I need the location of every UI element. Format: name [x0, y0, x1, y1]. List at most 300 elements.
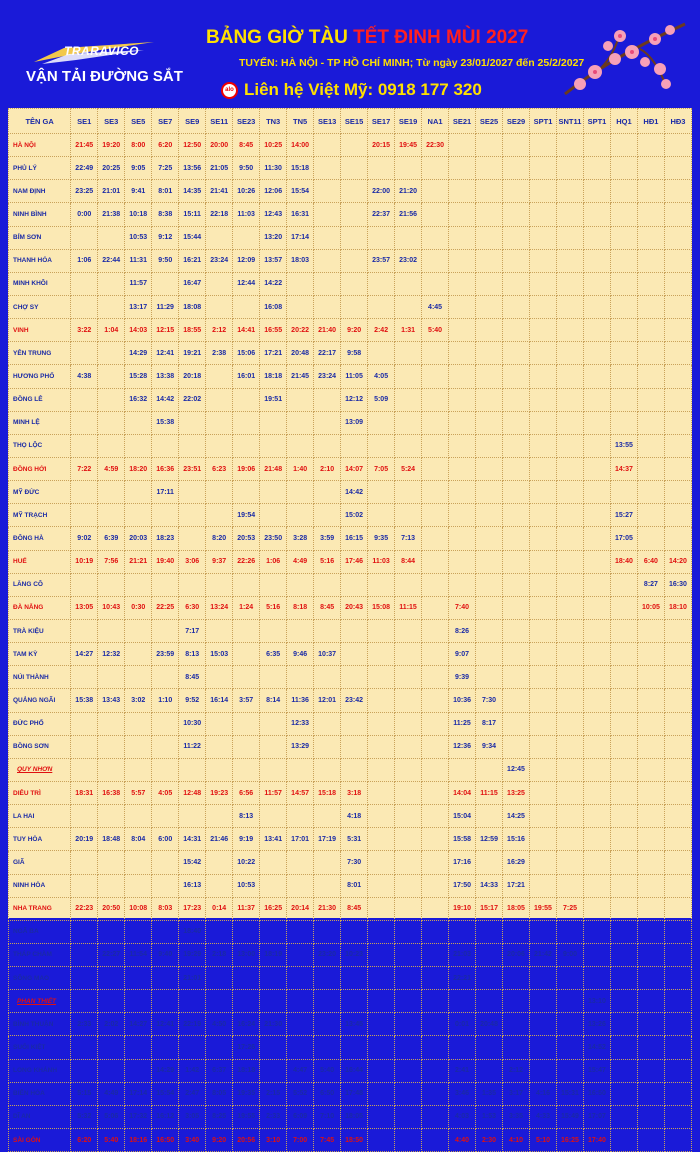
- time-cell: 17:32: [125, 1105, 152, 1128]
- time-cell: [98, 851, 125, 874]
- time-cell: 8:04: [125, 828, 152, 851]
- time-cell: 18:10: [664, 596, 691, 619]
- time-cell: 0:30: [125, 596, 152, 619]
- time-cell: [476, 365, 503, 388]
- station-name: NINH BÌNH: [9, 203, 71, 226]
- time-cell: 16:44: [341, 1059, 368, 1082]
- time-cell: 9:50: [233, 157, 260, 180]
- time-cell: 17:07: [583, 1105, 610, 1128]
- brand-name: TRARAVICO: [64, 44, 139, 58]
- time-cell: [610, 226, 637, 249]
- time-cell: 6:20: [152, 134, 179, 157]
- time-cell: [503, 504, 530, 527]
- time-cell: 2:47: [179, 1082, 206, 1105]
- time-cell: [395, 1059, 422, 1082]
- time-cell: 7:17: [179, 619, 206, 642]
- time-cell: [583, 712, 610, 735]
- time-cell: [583, 758, 610, 781]
- time-cell: [476, 1036, 503, 1059]
- time-cell: [233, 226, 260, 249]
- time-cell: [422, 897, 449, 920]
- time-cell: 5:32: [71, 1105, 98, 1128]
- time-cell: [287, 411, 314, 434]
- time-cell: 14:57: [287, 781, 314, 804]
- time-cell: [556, 828, 583, 851]
- time-cell: 9:52: [179, 689, 206, 712]
- table-row: [9, 643, 692, 666]
- time-cell: [422, 735, 449, 758]
- time-cell: 23:42: [341, 689, 368, 712]
- time-cell: [637, 1129, 664, 1152]
- time-cell: 10:05: [637, 596, 664, 619]
- table-row: [9, 1105, 692, 1128]
- time-cell: [314, 967, 341, 990]
- time-cell: 11:57: [260, 781, 287, 804]
- time-cell: [556, 851, 583, 874]
- time-cell: [422, 342, 449, 365]
- time-cell: 17:19: [314, 828, 341, 851]
- time-cell: [556, 990, 583, 1013]
- time-cell: [341, 249, 368, 272]
- time-cell: [422, 573, 449, 596]
- time-cell: 9:37: [206, 550, 233, 573]
- table-row: [9, 920, 692, 943]
- time-cell: 10:26: [233, 180, 260, 203]
- time-cell: [368, 943, 395, 966]
- time-cell: [610, 295, 637, 318]
- time-cell: [583, 527, 610, 550]
- time-cell: [583, 828, 610, 851]
- time-cell: 7:40: [449, 596, 476, 619]
- time-cell: [233, 573, 260, 596]
- time-cell: 23:24: [206, 249, 233, 272]
- time-cell: 5:40: [314, 1059, 341, 1082]
- time-cell: [152, 504, 179, 527]
- time-cell: [530, 990, 557, 1013]
- time-cell: [152, 805, 179, 828]
- time-cell: 19:29: [179, 943, 206, 966]
- time-cell: [637, 411, 664, 434]
- time-cell: [664, 781, 691, 804]
- time-cell: [476, 990, 503, 1013]
- time-cell: [637, 434, 664, 457]
- time-cell: 21:48: [260, 457, 287, 480]
- time-cell: [179, 990, 206, 1013]
- time-cell: [422, 203, 449, 226]
- time-cell: 9:34: [476, 735, 503, 758]
- time-cell: 12:48: [179, 781, 206, 804]
- time-cell: [260, 920, 287, 943]
- time-cell: 7:13: [395, 527, 422, 550]
- time-cell: 18:03: [287, 249, 314, 272]
- time-cell: [368, 1036, 395, 1059]
- time-cell: [368, 643, 395, 666]
- time-cell: [98, 342, 125, 365]
- time-cell: 23:50: [260, 527, 287, 550]
- time-cell: [664, 828, 691, 851]
- time-cell: [583, 619, 610, 642]
- time-cell: [556, 874, 583, 897]
- time-cell: [664, 527, 691, 550]
- time-cell: [476, 758, 503, 781]
- time-cell: [260, 712, 287, 735]
- time-cell: [341, 619, 368, 642]
- time-cell: 2:10: [314, 457, 341, 480]
- time-cell: [530, 319, 557, 342]
- time-cell: [530, 851, 557, 874]
- time-cell: [125, 504, 152, 527]
- time-cell: [610, 619, 637, 642]
- time-cell: [422, 1059, 449, 1082]
- time-cell: [449, 1036, 476, 1059]
- time-cell: 15:18: [314, 781, 341, 804]
- time-cell: [503, 203, 530, 226]
- time-cell: 3:46: [449, 1082, 476, 1105]
- time-cell: 16:13: [179, 874, 206, 897]
- time-cell: 4:38: [71, 365, 98, 388]
- time-cell: [71, 666, 98, 689]
- station-name: SÀI GÒN: [9, 1129, 71, 1152]
- time-cell: 12:32: [98, 643, 125, 666]
- time-cell: [314, 805, 341, 828]
- time-cell: [395, 434, 422, 457]
- time-cell: [260, 504, 287, 527]
- time-cell: 12:15: [152, 319, 179, 342]
- time-cell: [583, 920, 610, 943]
- time-cell: [368, 295, 395, 318]
- time-cell: 18:50: [341, 1129, 368, 1152]
- time-cell: [152, 666, 179, 689]
- time-cell: 3:59: [314, 527, 341, 550]
- time-cell: [368, 805, 395, 828]
- column-header-train: SE1: [71, 109, 98, 134]
- time-cell: [530, 203, 557, 226]
- time-cell: 23:25: [71, 180, 98, 203]
- time-cell: [260, 874, 287, 897]
- column-header-train: SE19: [395, 109, 422, 134]
- column-header-train: SE9: [179, 109, 206, 134]
- time-cell: [125, 920, 152, 943]
- time-cell: [583, 365, 610, 388]
- station-name: THÁP CHÀM: [9, 943, 71, 966]
- time-cell: [422, 527, 449, 550]
- time-cell: [556, 1059, 583, 1082]
- time-cell: [530, 1013, 557, 1036]
- time-cell: [395, 666, 422, 689]
- time-cell: [314, 619, 341, 642]
- table-row: [9, 411, 692, 434]
- time-cell: [422, 943, 449, 966]
- time-cell: 3:06: [179, 550, 206, 573]
- time-cell: [503, 457, 530, 480]
- time-cell: 1:35: [476, 1082, 503, 1105]
- time-cell: 14:27: [71, 643, 98, 666]
- time-cell: [583, 481, 610, 504]
- time-cell: [476, 527, 503, 550]
- table-row: [9, 897, 692, 920]
- time-cell: 14:41: [233, 319, 260, 342]
- time-cell: 20:03: [125, 527, 152, 550]
- time-cell: 13:29: [287, 735, 314, 758]
- time-cell: 0:14: [206, 897, 233, 920]
- time-cell: [664, 342, 691, 365]
- time-cell: 5:06: [98, 1105, 125, 1128]
- time-cell: [233, 990, 260, 1013]
- time-cell: [637, 619, 664, 642]
- column-header-train: HQ1: [610, 109, 637, 134]
- time-cell: 1:31: [395, 319, 422, 342]
- time-cell: [583, 134, 610, 157]
- time-cell: 20:25: [98, 157, 125, 180]
- time-cell: [314, 1013, 341, 1036]
- time-cell: 1:24: [233, 596, 260, 619]
- time-cell: [664, 1059, 691, 1082]
- time-cell: [395, 1105, 422, 1128]
- time-cell: [637, 874, 664, 897]
- time-cell: [476, 180, 503, 203]
- time-cell: 18:19: [260, 943, 287, 966]
- time-cell: [395, 1036, 422, 1059]
- time-cell: 10:53: [125, 226, 152, 249]
- time-cell: [664, 504, 691, 527]
- time-cell: 21:46: [206, 828, 233, 851]
- time-cell: 15:08: [368, 596, 395, 619]
- time-cell: 4:03: [449, 1105, 476, 1128]
- time-cell: [368, 897, 395, 920]
- time-cell: [314, 874, 341, 897]
- time-cell: 3:02: [125, 689, 152, 712]
- time-cell: [206, 481, 233, 504]
- table-row: [9, 365, 692, 388]
- time-cell: [314, 134, 341, 157]
- column-header-train: SE11: [206, 109, 233, 134]
- time-cell: [287, 1013, 314, 1036]
- time-cell: 7:30: [476, 689, 503, 712]
- time-cell: [583, 851, 610, 874]
- time-cell: [422, 874, 449, 897]
- time-cell: [530, 157, 557, 180]
- time-cell: [610, 666, 637, 689]
- time-cell: [206, 272, 233, 295]
- time-cell: [368, 712, 395, 735]
- time-cell: 23:20: [314, 943, 341, 966]
- time-cell: [637, 481, 664, 504]
- time-cell: [422, 781, 449, 804]
- time-cell: [556, 619, 583, 642]
- column-header-train: TN3: [260, 109, 287, 134]
- time-cell: [152, 735, 179, 758]
- time-cell: [583, 203, 610, 226]
- time-cell: [476, 272, 503, 295]
- time-cell: [476, 319, 503, 342]
- time-cell: [71, 712, 98, 735]
- time-cell: 2:33: [71, 1013, 98, 1036]
- time-cell: [314, 735, 341, 758]
- time-cell: 7:05: [368, 457, 395, 480]
- time-cell: [206, 851, 233, 874]
- time-cell: [368, 1013, 395, 1036]
- time-cell: [503, 365, 530, 388]
- time-cell: [395, 1129, 422, 1152]
- time-cell: 15:47: [583, 1059, 610, 1082]
- time-cell: [610, 134, 637, 157]
- time-cell: [664, 666, 691, 689]
- time-cell: [287, 481, 314, 504]
- time-cell: 5:24: [395, 457, 422, 480]
- time-cell: 21:20: [395, 180, 422, 203]
- time-cell: 21:03: [449, 943, 476, 966]
- time-cell: [314, 249, 341, 272]
- time-cell: [314, 180, 341, 203]
- time-cell: [637, 180, 664, 203]
- time-cell: [503, 920, 530, 943]
- time-cell: 18:18: [260, 365, 287, 388]
- time-cell: [449, 573, 476, 596]
- time-cell: [583, 874, 610, 897]
- time-cell: 4:33: [530, 1105, 557, 1128]
- time-cell: [395, 619, 422, 642]
- time-cell: [260, 805, 287, 828]
- time-cell: [610, 897, 637, 920]
- time-cell: [610, 805, 637, 828]
- time-cell: 2:02: [98, 1013, 125, 1036]
- time-cell: [556, 1013, 583, 1036]
- time-cell: [98, 272, 125, 295]
- time-cell: 4:05: [368, 365, 395, 388]
- table-row: [9, 1082, 692, 1105]
- time-cell: 11:03: [368, 550, 395, 573]
- time-cell: [368, 666, 395, 689]
- table-row: [9, 550, 692, 573]
- time-cell: 21:45: [71, 134, 98, 157]
- time-cell: [610, 943, 637, 966]
- column-header-train: SE15: [341, 109, 368, 134]
- time-cell: [583, 226, 610, 249]
- time-cell: 9:46: [287, 643, 314, 666]
- time-cell: 3:28: [287, 527, 314, 550]
- time-cell: 21:21: [125, 550, 152, 573]
- time-cell: [503, 157, 530, 180]
- time-cell: 20:48: [476, 1013, 503, 1036]
- time-cell: [449, 203, 476, 226]
- time-cell: 13:56: [179, 157, 206, 180]
- time-cell: [287, 573, 314, 596]
- time-cell: 6:39: [98, 527, 125, 550]
- time-cell: [422, 1129, 449, 1152]
- time-cell: [395, 388, 422, 411]
- time-cell: 10:18: [125, 203, 152, 226]
- time-cell: [341, 180, 368, 203]
- time-cell: [422, 596, 449, 619]
- time-cell: [206, 504, 233, 527]
- time-cell: [556, 805, 583, 828]
- time-cell: [368, 851, 395, 874]
- time-cell: [556, 319, 583, 342]
- time-cell: [395, 157, 422, 180]
- time-cell: [503, 319, 530, 342]
- time-cell: [449, 411, 476, 434]
- time-cell: 23:59: [152, 643, 179, 666]
- time-cell: [368, 990, 395, 1013]
- time-cell: [664, 1105, 691, 1128]
- time-cell: [637, 295, 664, 318]
- time-cell: [610, 388, 637, 411]
- time-cell: [476, 342, 503, 365]
- contact-line: [221, 80, 482, 100]
- time-cell: [503, 388, 530, 411]
- time-cell: [530, 226, 557, 249]
- time-cell: 14:27: [125, 1013, 152, 1036]
- time-cell: [503, 596, 530, 619]
- time-cell: [71, 619, 98, 642]
- time-cell: [610, 781, 637, 804]
- time-cell: [395, 643, 422, 666]
- time-cell: 16:14: [206, 689, 233, 712]
- time-cell: [449, 758, 476, 781]
- time-cell: 3:10: [260, 1129, 287, 1152]
- time-cell: [287, 504, 314, 527]
- time-cell: [368, 758, 395, 781]
- time-cell: [206, 434, 233, 457]
- time-cell: 13:05: [71, 596, 98, 619]
- time-cell: 17:14: [287, 226, 314, 249]
- time-cell: [476, 596, 503, 619]
- time-cell: [395, 828, 422, 851]
- time-cell: [233, 920, 260, 943]
- time-cell: [530, 527, 557, 550]
- time-cell: [610, 319, 637, 342]
- time-cell: 22:17: [314, 342, 341, 365]
- time-cell: [395, 365, 422, 388]
- time-cell: 14:22: [260, 272, 287, 295]
- time-cell: 16:31: [287, 203, 314, 226]
- time-cell: [395, 504, 422, 527]
- time-cell: 17:46: [341, 550, 368, 573]
- time-cell: [395, 342, 422, 365]
- station-name: TAM KỲ: [9, 643, 71, 666]
- time-cell: 22:26: [233, 550, 260, 573]
- time-cell: [449, 481, 476, 504]
- time-cell: 11:03: [233, 203, 260, 226]
- time-cell: 4:47: [287, 1059, 314, 1082]
- time-cell: [422, 249, 449, 272]
- time-cell: 3:40: [179, 1129, 206, 1152]
- time-cell: 8:27: [637, 573, 664, 596]
- time-cell: 14:20: [664, 550, 691, 573]
- station-name: NAM ĐỊNH: [9, 180, 71, 203]
- time-cell: 4:50: [206, 1013, 233, 1036]
- time-cell: 16:47: [179, 272, 206, 295]
- time-cell: [556, 527, 583, 550]
- time-cell: [503, 180, 530, 203]
- table-row: [9, 249, 692, 272]
- time-cell: [583, 457, 610, 480]
- time-cell: [449, 342, 476, 365]
- time-cell: [368, 573, 395, 596]
- time-cell: 16:55: [260, 319, 287, 342]
- time-cell: 23:57: [368, 249, 395, 272]
- time-cell: 19:45: [395, 134, 422, 157]
- time-cell: 13:24: [206, 596, 233, 619]
- time-cell: [610, 203, 637, 226]
- time-cell: [314, 666, 341, 689]
- time-cell: [503, 735, 530, 758]
- time-cell: [422, 481, 449, 504]
- time-cell: 12:09: [233, 249, 260, 272]
- time-cell: [637, 851, 664, 874]
- time-cell: [503, 481, 530, 504]
- time-cell: [476, 573, 503, 596]
